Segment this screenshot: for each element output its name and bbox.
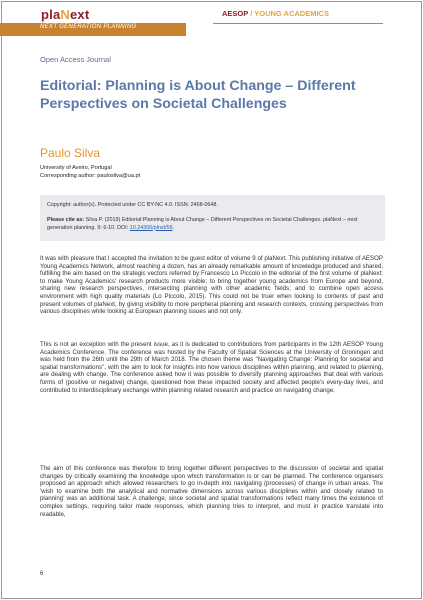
logo-part-x: N [60, 7, 70, 22]
series-label-separator: / [248, 9, 255, 18]
tagline-banner [0, 23, 186, 36]
corresponding-author: Corresponding author: paulosilva@ua.pt [40, 173, 141, 179]
series-label-aesop: AESOP [222, 9, 249, 18]
logo-part-next: ext [69, 7, 90, 22]
page-number: 6 [40, 571, 44, 577]
article-title: Editorial: Planning is About Change – Different Perspectives on Societal Challenges [40, 78, 356, 112]
header-rule [213, 23, 383, 24]
please-cite-label: Please cite as: [47, 217, 85, 223]
body-paragraph-1: It was with pleasure that I accepted the invitation to be guest editor of volume 9 of plaNext. This publishing initiative of AESOP Young Academics Network, almost reaching a dozen, has an already remarkable amount of knowledge produced and shared, fulfilling the aim based on the strategic vectors referred by Francesco Lo Piccolo in the editorial of the first volume of plaNext: to make Young Academics' research products more visible; to bring together young academics from Europe and beyond, sharing new research perspectives, intersecting planning with other academic fields; and to combine open access environment with high quality materials (Lo Piccolo, 2015). This could not be truer when looking to contents of past and present volumes of plaNext, by giving visibility to more peripheral planning and research contexts, crossing perspectives from various disciplines while looking at European planning issues and not only. [40, 255, 383, 316]
body-paragraph-3: The aim of this conference was therefore to bring together different perspectives to the discussion of societal and spatial changes by critically examining the knowledge upon which transformation is or can be planned. The conference organisers proposed an approach which allowed researchers to go in-depth into navigating (processes) of change in urban areas. The 'wish to examine both the analytical and normative dimensions across various disciplines within and closely related to planning' was an additional task. A challenge, since societal and spatial transformations reflect many times the existence of complex settings, requiring tailor made responses, which planning tries to interpret, and must in practice translate into readable, [40, 465, 383, 518]
doi-suffix: . [172, 224, 175, 231]
affiliation: University of Aveiro, Portugal [40, 165, 112, 171]
citation-box [40, 195, 385, 241]
copyright-notice: Copyright: author(s). Protected under CC BY-NC 4.0. ISSN: 2468-0648. [47, 202, 218, 208]
tagline-text: NEXT GENERATION PLANNING [40, 24, 137, 30]
body-paragraph-2: This is not an exception with the present issue, as it is dedicated to contributions from participants in the 12th AESOP Young Academics Conference. The conference was hosted by the Faculty of Spatial Sciences at the University of Groningen and was held from the 26th until the 29th of March 2018. The chosen theme was "Navigating Change: Planning for societal and spatial transformations", with the aim to look for insights into how various disciplines within planning, and related to planning, are dealing with change. The conference asked how it was possible to diversify planning approaches that deal with various forms of (positive or negative) change, questioned how these impacted society and affected people's every-day lives, and contributed to interdisciplinary exchange within planning related research and practice on navigating change. [40, 341, 383, 394]
series-label-young-academics: YOUNG ACADEMICS [254, 9, 329, 18]
logo-part-pla: pla [41, 7, 61, 22]
journal-type: Open Access Journal [40, 55, 111, 64]
journal-header [0, 0, 423, 40]
citation-text [47, 217, 379, 232]
citation-body: Silva P. (2019) Editorial:Planning is About Change – Different Perspectives on Societal Challenges. plaNext – next generation planning. 9: 6-10. DOI: [47, 217, 358, 231]
author-name: Paulo Silva [40, 146, 101, 160]
doi-link[interactable]: 10.24306/plnxt/56 [129, 224, 173, 231]
journal-logo [41, 7, 89, 22]
series-label [222, 9, 329, 18]
author-affiliation-block [40, 164, 140, 180]
